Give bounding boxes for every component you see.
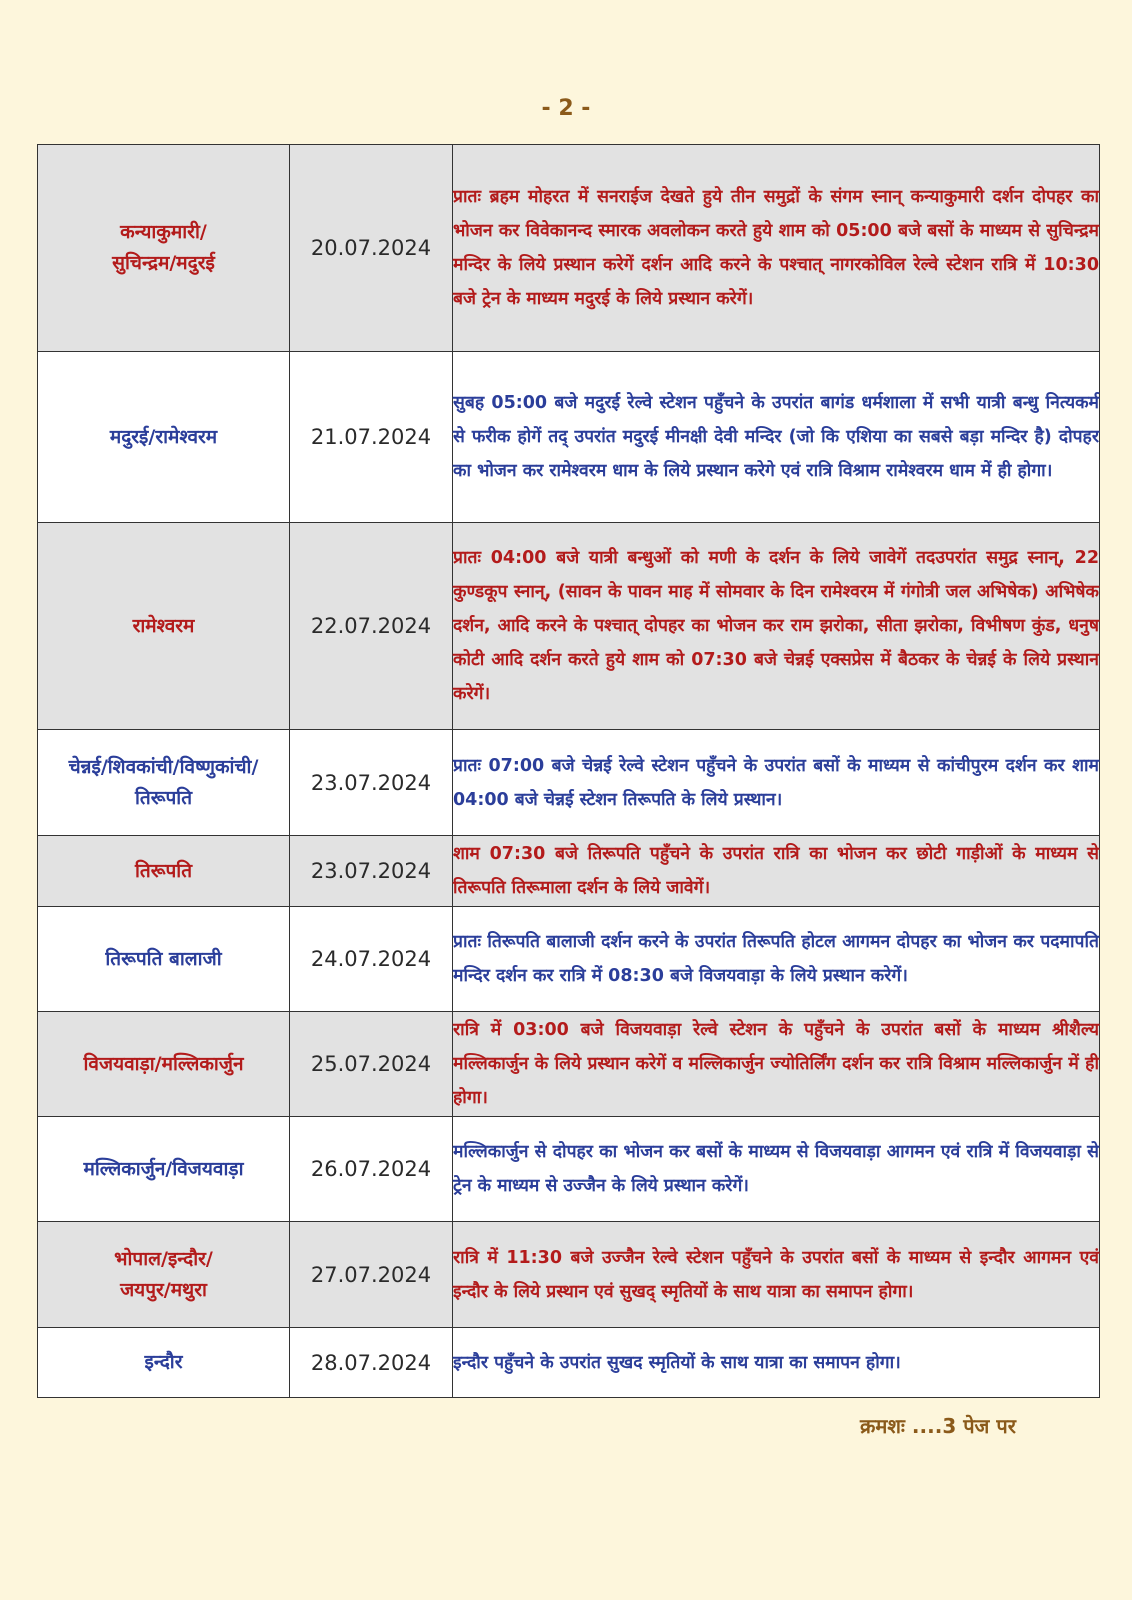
date-cell: 28.07.2024 bbox=[290, 1328, 453, 1398]
continuation-note: क्रमशः ....3 पेज पर bbox=[860, 1414, 1016, 1438]
place-cell: मल्लिकार्जुन/विजयवाड़ा bbox=[38, 1117, 290, 1222]
table-row bbox=[38, 1012, 1100, 1117]
place-line: भोपाल/इन्दौर/ bbox=[114, 1247, 213, 1270]
description-cell: रात्रि में 03:00 बजे विजयवाड़ा रेल्वे स्टेशन के पहुँचने के उपरांत बसों के माध्यम श्रीशैल्य मल्लिकार्जुन के लिये प्रस्थान करेगें व मल्लिकार्जुन ज्योतिर्लिंग दर्शन कर रात्रि विश्राम मल्लिकार्जुन में ही होगा। bbox=[453, 1012, 1100, 1117]
table-row bbox=[38, 1117, 1100, 1222]
place-cell: तिरूपति bbox=[38, 836, 290, 907]
place-cell bbox=[38, 1222, 290, 1328]
itinerary-table bbox=[37, 144, 1100, 1398]
description-cell: शाम 07:30 बजे तिरूपति पहुँचने के उपरांत रात्रि का भोजन कर छोटी गाड़ीओं के माध्यम से तिरूपति तिरूमाला दर्शन के लिये जावेगें। bbox=[453, 836, 1100, 907]
description-cell: प्रातः ब्रहम मोहरत में सनराईज देखते हुये तीन समुद्रों के संगम स्नान् कन्याकुमारी दर्शन दोपहर का भोजन कर विवेकानन्द स्मारक अवलोकन करते हुये शाम को 05:00 बजे बसों के माध्यम से सुचिन्द्रम मन्दिर के लिये प्रस्थान करेगें दर्शन आदि करने के पश्चात् नागरकोविल रेल्वे स्टेशन रात्रि में 10:30 बजे ट्रेन के माध्यम मदुरई के लिये प्रस्थान करेगें। bbox=[453, 145, 1100, 352]
place-line: कन्याकुमारी/ bbox=[120, 221, 207, 243]
table-row bbox=[38, 145, 1100, 352]
place-cell bbox=[38, 145, 290, 352]
place-cell: इन्दौर bbox=[38, 1328, 290, 1398]
date-cell: 20.07.2024 bbox=[290, 145, 453, 352]
place-line: तिरूपति bbox=[134, 786, 193, 809]
date-cell: 21.07.2024 bbox=[290, 352, 453, 523]
table-row bbox=[38, 1222, 1100, 1328]
place-line: सुचिन्द्रम/मदुरई bbox=[112, 252, 215, 274]
date-cell: 27.07.2024 bbox=[290, 1222, 453, 1328]
page-number: - 2 - bbox=[541, 96, 591, 121]
place-cell: विजयवाड़ा/मल्लिकार्जुन bbox=[38, 1012, 290, 1117]
date-cell: 23.07.2024 bbox=[290, 836, 453, 907]
description-cell: मल्लिकार्जुन से दोपहर का भोजन कर बसों के माध्यम से विजयवाड़ा आगमन एवं रात्रि में विजयवाड़ा से ट्रेन के माध्यम से उज्जैन के लिये प्रस्थान करेगें। bbox=[453, 1117, 1100, 1222]
place-cell: मदुरई/रामेश्वरम bbox=[38, 352, 290, 523]
date-cell: 24.07.2024 bbox=[290, 907, 453, 1012]
table-row bbox=[38, 523, 1100, 730]
description-cell: प्रातः तिरूपति बालाजी दर्शन करने के उपरांत तिरूपति होटल आगमन दोपहर का भोजन कर पदमापति मन्दिर दर्शन कर रात्रि में 08:30 बजे विजयवाड़ा के लिये प्रस्थान करेगें। bbox=[453, 907, 1100, 1012]
table-row bbox=[38, 836, 1100, 907]
date-cell: 25.07.2024 bbox=[290, 1012, 453, 1117]
date-cell: 22.07.2024 bbox=[290, 523, 453, 730]
description-cell: सुबह 05:00 बजे मदुरई रेल्वे स्टेशन पहुँचने के उपरांत बागंड धर्मशाला में सभी यात्री बन्धु नित्यकर्म से फरीक होगें तद् उपरांत मदुरई मीनक्षी देवी मन्दिर (जो कि एशिया का सबसे बड़ा मन्दिर है) दोपहर का भोजन कर रामेश्वरम धाम के लिये प्रस्थान करेगे एवं रात्रि विश्राम रामेश्वरम धाम में ही होगा। bbox=[453, 352, 1100, 523]
table-row bbox=[38, 352, 1100, 523]
place-cell: तिरूपति बालाजी bbox=[38, 907, 290, 1012]
description-cell: रात्रि में 11:30 बजे उज्जैन रेल्वे स्टेशन पहुँचने के उपरांत बसों के माध्यम से इन्दौर आगमन एवं इन्दौर के लिये प्रस्थान एवं सुखद् स्मृतियों के साथ यात्रा का समापन होगा। bbox=[453, 1222, 1100, 1328]
place-line: चेन्नई/शिवकांची/विष्णुकांची/ bbox=[68, 755, 259, 778]
date-cell: 26.07.2024 bbox=[290, 1117, 453, 1222]
description-cell: इन्दौर पहुँचने के उपरांत सुखद स्मृतियों के साथ यात्रा का समापन होगा। bbox=[453, 1328, 1100, 1398]
table-row bbox=[38, 730, 1100, 836]
place-cell: रामेश्वरम bbox=[38, 523, 290, 730]
description-cell: प्रातः 07:00 बजे चेन्नई रेल्वे स्टेशन पहुँचने के उपरांत बसों के माध्यम से कांचीपुरम दर्शन कर शाम 04:00 बजे चेन्नई स्टेशन तिरूपति के लिये प्रस्थान। bbox=[453, 730, 1100, 836]
place-cell bbox=[38, 730, 290, 836]
date-cell: 23.07.2024 bbox=[290, 730, 453, 836]
table-row bbox=[38, 907, 1100, 1012]
table-row bbox=[38, 1328, 1100, 1398]
description-cell: प्रातः 04:00 बजे यात्री बन्धुओं को मणी के दर्शन के लिये जावेगें तदउपरांत समुद्र स्नान्, 22 कुण्डकूप स्नान्, (सावन के पावन माह में सोमवार के दिन रामेश्वरम में गंगोत्री जल अभिषेक) अभिषेक दर्शन, आदि करने के पश्चात् दोपहर का भोजन कर राम झरोका, सीता झरोका, विभीषण कुंड, धनुष कोटी आदि दर्शन करते हुये शाम को 07:30 बजे चेन्नई एक्सप्रेस में बैठकर के चेन्नई के लिये प्रस्थान करेगें। bbox=[453, 523, 1100, 730]
place-line: जयपुर/मथुरा bbox=[120, 1278, 207, 1301]
